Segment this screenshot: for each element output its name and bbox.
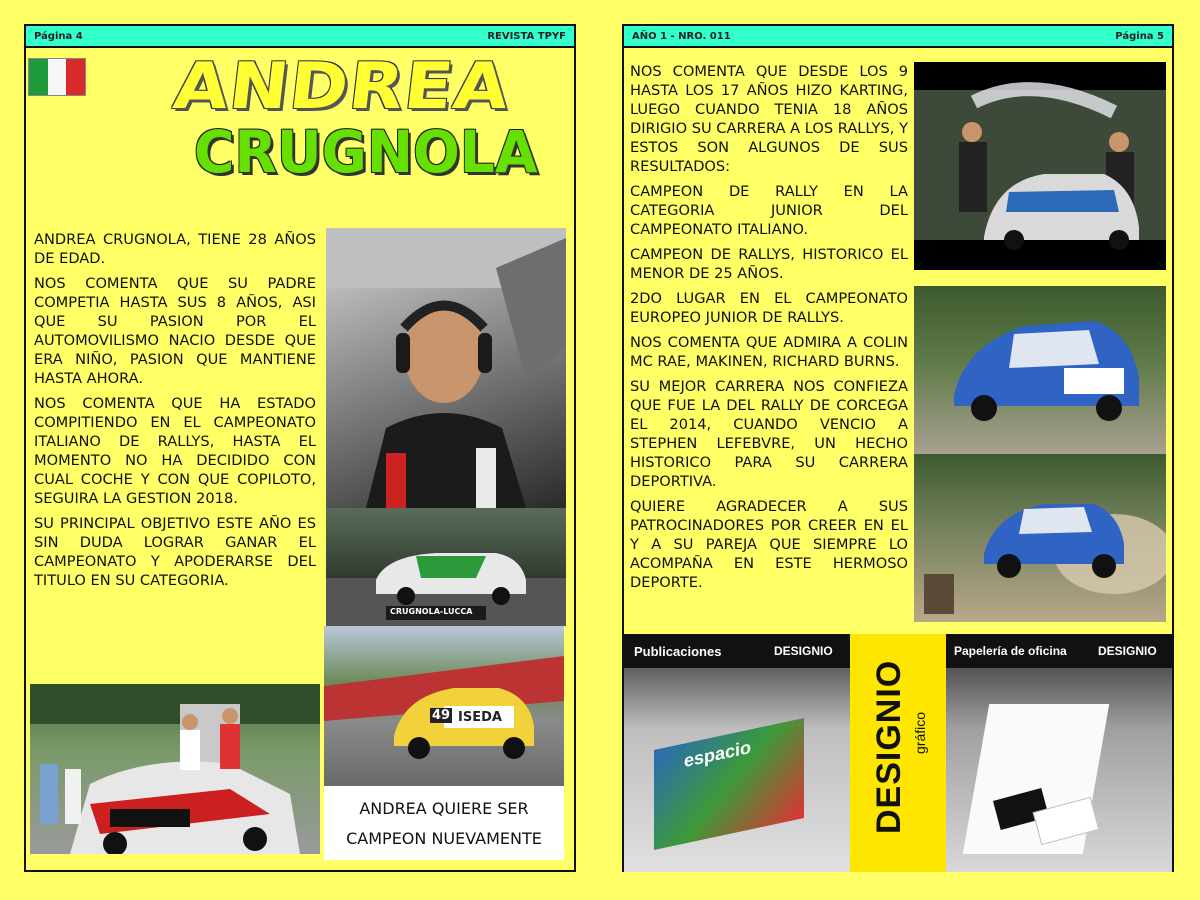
article-paragraph: NOS COMENTA QUE ADMIRA A COLIN MC RAE, MAKINEN, RICHARD BURNS. — [630, 334, 908, 370]
magazine-name: REVISTA TPYF — [487, 30, 566, 42]
yellow-rally-car-photo — [324, 626, 564, 786]
article-paragraph: ANDREA CRUGNOLA, TIENE 28 AÑOS DE EDAD. — [34, 231, 316, 267]
champagne-celebration-photo — [914, 62, 1166, 270]
right-page — [622, 24, 1174, 872]
jumping-rally-car-photo — [914, 454, 1166, 622]
left-page-number: Página 4 — [34, 30, 83, 42]
ad-publications-heading: Publicaciones — [634, 644, 722, 659]
winner-car-photo — [326, 508, 566, 626]
left-page — [24, 24, 576, 872]
ad-publications-panel — [624, 634, 850, 872]
car-sponsor: ISEDA — [458, 710, 502, 725]
podium-celebration-photo — [30, 684, 320, 854]
ad-brand-sub: gráfico — [912, 711, 928, 754]
driver-incar-photo — [326, 228, 566, 508]
ad-designio-center — [850, 634, 946, 872]
issue-number: AÑO 1 - NRO. 011 — [632, 30, 731, 42]
ad-magazine-cover: espacio — [684, 736, 752, 772]
article-paragraph: SU MEJOR CARRERA NOS CONFIEZA QUE FUE LA DEL RALLY DE CORCEGA EL 2014, CUANDO VENCIO A STEPHEN LEFEBVRE, UN HECHO HISTORICO PARA SU CARRERA DEPORTIVA. — [630, 378, 908, 490]
article-paragraph: CAMPEON DE RALLYS, HISTORICO EL MENOR DE 25 AÑOS. — [630, 246, 908, 282]
article-paragraph: SU PRINCIPAL OBJETIVO ESTE AÑO ES SIN DUDA LOGRAR GANAR EL CAMPEONATO Y APODERARSE DEL TITULO EN SU CATEGORIA. — [34, 515, 316, 589]
italy-flag-icon — [28, 58, 86, 96]
photo-caption-box — [324, 786, 564, 860]
article-paragraph: CAMPEON DE RALLY EN LA CATEGORIA JUNIOR DEL CAMPEONATO ITALIANO. — [630, 183, 908, 238]
caption-line-2: CAMPEON NUEVAMENTE — [346, 829, 542, 848]
right-page-number: Página 5 — [1115, 30, 1164, 42]
right-header-bar — [624, 26, 1172, 48]
left-article-text — [34, 230, 316, 596]
article-paragraph: QUIERE AGRADECER A SUS PATROCINADORES POR CREER EN EL Y A SU PAREJA QUE SIEMPRE LO ACOMPAÑA EN ESTE HERMOSO DEPORTE. — [630, 498, 908, 591]
designio-ad-banner — [624, 634, 1172, 872]
ad-brand-vertical: DESIGNIO — [870, 659, 908, 834]
ad-stationery-panel — [946, 634, 1172, 872]
left-header-bar — [26, 26, 574, 48]
tv-overlay-names: CRUGNOLA-LUCCA — [390, 607, 473, 616]
article-paragraph: NOS COMENTA QUE DESDE LOS 9 HASTA LOS 17 AÑOS HIZO KARTING, LUEGO CUANDO TENIA 18 AÑOS DIRIGIO SU CARRERA A LOS RALLYS, Y ESTOS SON ALGUNOS DE SUS RESULTADOS: — [630, 63, 908, 175]
right-article-text — [630, 62, 908, 598]
title-last-name: CRUGNOLA — [194, 118, 538, 186]
caption-line-1: ANDREA QUIERE SER — [359, 799, 529, 818]
article-paragraph: 2DO LUGAR EN EL CAMPEONATO EUROPEO JUNIOR DE RALLYS. — [630, 290, 908, 326]
ad-brand-small-right: DESIGNIO — [1098, 644, 1157, 658]
article-paragraph: NOS COMENTA QUE HA ESTADO COMPITIENDO EN EL CAMPEONATO ITALIANO DE RALLYS, HASTA EL MOMENTO NO HA DECIDIDO CON CUAL COCHE Y CON QUE COPILOTO, SEGUIRA LA GESTION 2018. — [34, 395, 316, 507]
title-first-name: ANDREA — [169, 50, 514, 124]
car-number: 49 — [432, 708, 451, 723]
ad-stationery-heading: Papelería de oficina — [954, 644, 1067, 658]
ad-brand-small-left: DESIGNIO — [774, 644, 833, 658]
blue-rally-car-photo — [914, 286, 1166, 454]
article-paragraph: NOS COMENTA QUE SU PADRE COMPETIA HASTA SUS 8 AÑOS, ASI QUE SU PASION POR EL AUTOMOVILISMO NACIO DESDE QUE ERA NIÑO, PASION QUE MANTIENE HASTA AHORA. — [34, 275, 316, 387]
